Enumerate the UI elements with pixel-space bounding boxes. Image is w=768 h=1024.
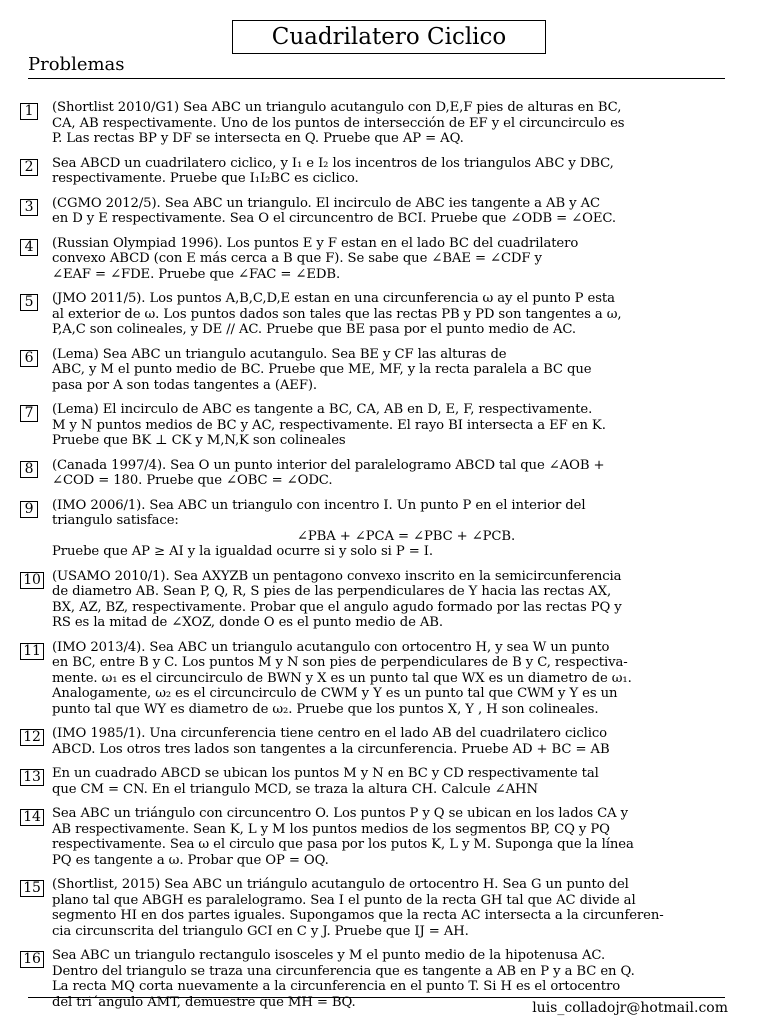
problem-text-line: CA, AB respectivamente. Uno de los puntos de intersección de EF y el circuncirculo es xyxy=(52,115,625,131)
problem-number: 9 xyxy=(20,501,38,518)
problem-number: 8 xyxy=(20,461,38,478)
title-box xyxy=(232,20,546,54)
problem-text-line: Sea ABC un triángulo con circuncentro O. Los puntos P y Q se ubican en los lados CA y xyxy=(52,806,629,821)
problem-number: 2 xyxy=(20,159,38,176)
problem-number: 13 xyxy=(20,769,44,786)
problem-item xyxy=(20,640,760,718)
problem-number: 4 xyxy=(20,239,38,256)
problem-text-line: de diametro AB. Sean P, Q, R, S pies de las perpendiculares de Y hacia las rectas AX, xyxy=(52,584,612,599)
problem-number: 11 xyxy=(20,643,44,660)
problem-text-line: convexo ABCD (con E más cerca a B que F). Se sabe que ∠BAE = ∠CDF y xyxy=(52,251,542,266)
author-email: luis_colladojr@hotmail.com xyxy=(532,1000,728,1016)
problem-item xyxy=(20,458,760,489)
problem-text-line: segmento HI en dos partes iguales. Supongamos que la recta AC intersecta a la circunferen- xyxy=(52,908,664,923)
problem-item xyxy=(20,236,760,283)
problem-text-line: del tri´angulo AMT, demuestre que MH = BQ. xyxy=(52,994,356,1010)
top-divider xyxy=(28,78,725,79)
problem-text-line: (Shortlist 2010/G1) Sea ABC un triangulo acutangulo con D,E,F pies de alturas en BC, xyxy=(52,100,622,115)
problem-text-line: respectivamente. Sea ω el circulo que pasa por los putos K, L y M. Suponga que la línea xyxy=(52,837,634,852)
problem-text-line: En un cuadrado ABCD se ubican los puntos M y N en BC y CD respectivamente tal xyxy=(52,766,599,781)
problem-text-line: P. Las rectas BP y DF se intersecta en Q. Pruebe que AP = AQ. xyxy=(52,131,464,146)
problem-equation: ∠PBA + ∠PCA = ∠PBC + ∠PCB. xyxy=(296,528,516,544)
problem-text-line: Sea ABCD un cuadrilatero ciclico, y I₁ e I₂ los incentros de los triangulos ABC y DBC, xyxy=(52,155,614,171)
problem-item xyxy=(20,402,760,449)
problem-item xyxy=(20,806,760,868)
problem-text-line: (JMO 2011/5). Los puntos A,B,C,D,E estan en una circunferencia ω ay el punto P esta xyxy=(52,291,615,306)
problem-text-line: (Shortlist, 2015) Sea ABC un triángulo acutangulo de ortocentro H. Sea G un punto del xyxy=(52,877,629,892)
problem-item xyxy=(20,766,760,797)
problem-number: 7 xyxy=(20,405,38,422)
problem-item xyxy=(20,877,760,939)
problem-text-line: Analogamente, ω₂ es el circuncirculo de CWM y Y es un punto tal que CWM y Y es un xyxy=(52,686,618,701)
problem-text-line: (Lema) El incirculo de ABC es tangente a BC, CA, AB en D, E, F, respectivamente. xyxy=(52,402,593,417)
page-title: Cuadrilatero Ciclico xyxy=(271,24,507,50)
problem-number: 12 xyxy=(20,729,44,746)
problem-text-line: (Canada 1997/4). Sea O un punto interior del paralelogramo ABCD tal que ∠AOB + xyxy=(52,457,605,473)
problem-text-line: cia circunscrita del triangulo GCI en C y J. Pruebe que IJ = AH. xyxy=(52,923,469,939)
problem-text-line: (USAMO 2010/1). Sea AXYZB un pentagono convexo inscrito en la semicircunferencia xyxy=(52,568,622,584)
problem-text-line: ABCD. Los otros tres lados son tangentes a la circunferencia. Pruebe AD + BC = AB xyxy=(52,741,610,757)
problem-item xyxy=(20,196,760,227)
problem-text-line: Dentro del triangulo se traza una circunferencia que es tangente a AB en P y a BC en Q. xyxy=(52,963,635,979)
problem-text-line: (IMO 2006/1). Sea ABC un triangulo con incentro I. Un punto P en el interior del xyxy=(52,497,586,513)
problem-item xyxy=(20,569,760,631)
problem-item xyxy=(20,291,760,338)
problem-text-line: plano tal que ABGH es paralelogramo. Sea I el punto de la recta GH tal que AC divide al xyxy=(52,892,636,908)
problem-text-line: ∠COD = 180. Pruebe que ∠OBC = ∠ODC. xyxy=(52,473,333,488)
problem-text-line: BX, AZ, BZ, respectivamente. Probar que el angulo agudo formado por las rectas PQ y xyxy=(52,599,622,615)
problem-text-line: Sea ABC un triangulo rectangulo isosceles y M el punto medio de la hipotenusa AC. xyxy=(52,948,606,963)
problem-text-line: que CM = CN. En el triangulo MCD, se traza la altura CH. Calcule ∠AHN xyxy=(52,781,538,797)
problem-text-line: respectivamente. Pruebe que I₁I₂BC es ciclico. xyxy=(52,171,359,186)
problem-text-line: Pruebe que BK ⊥ CK y M,N,K son colineales xyxy=(52,433,346,448)
problem-text-line: ABC, y M el punto medio de BC. Pruebe que ME, MF, y la recta paralela a BC que xyxy=(52,362,592,377)
problem-text-line: PQ es tangente a ω. Probar que OP = OQ. xyxy=(52,852,329,868)
bottom-divider xyxy=(28,997,725,998)
problem-text-line: La recta MQ corta nuevamente a la circunferencia en el punto T. Si H es el ortocentro xyxy=(52,979,621,994)
problem-text-line: (IMO 2013/4). Sea ABC un triangulo acutangulo con ortocentro H, y sea W un punto xyxy=(52,639,610,655)
problem-text-line: ∠EAF = ∠FDE. Pruebe que ∠FAC = ∠EDB. xyxy=(52,266,341,282)
problem-list xyxy=(20,100,760,1019)
problem-text-line: mente. ω₁ es el circuncirculo de BWN y X es un punto tal que WX es un diametro de ω₁. xyxy=(52,670,632,686)
problem-number: 15 xyxy=(20,880,44,897)
problem-text-line: en BC, entre B y C. Los puntos M y N son pies de perpendiculares de B y C, respectiva- xyxy=(52,655,628,670)
problem-text-line: (Russian Olympiad 1996). Los puntos E y F estan en el lado BC del cuadrilatero xyxy=(52,235,579,251)
problem-number: 16 xyxy=(20,951,44,968)
problem-item xyxy=(20,726,760,757)
section-heading: Problemas xyxy=(28,54,125,75)
problem-number: 3 xyxy=(20,199,38,216)
problem-number: 1 xyxy=(20,103,38,120)
problem-item xyxy=(20,156,760,187)
problem-text-line: (CGMO 2012/5). Sea ABC un triangulo. El incirculo de ABC ies tangente a AB y AC xyxy=(52,195,600,211)
problem-text-line: pasa por A son todas tangentes a (AEF). xyxy=(52,377,318,393)
problem-text-line: triangulo satisface: xyxy=(52,513,179,528)
problem-text-line: (Lema) Sea ABC un triangulo acutangulo. Sea BE y CF las alturas de xyxy=(52,346,507,362)
problem-item xyxy=(20,498,760,560)
problem-item xyxy=(20,100,760,147)
problem-text-line: P,A,C son colineales, y DE // AC. Pruebe que BE pasa por el punto medio de AC. xyxy=(52,322,577,337)
problem-text-line: M y N puntos medios de BC y AC, respectivamente. El rayo BI intersecta a EF en K. xyxy=(52,417,606,433)
problem-text-line: (IMO 1985/1). Una circunferencia tiene centro en el lado AB del cuadrilatero ciclico xyxy=(52,726,607,741)
problem-text-line: punto tal que WY es diametro de ω₂. Pruebe que los puntos X, Y , H son colineales. xyxy=(52,701,599,717)
problem-number: 14 xyxy=(20,809,44,826)
problem-text-line: RS es la mitad de ∠XOZ, donde O es el punto medio de AB. xyxy=(52,615,443,630)
problem-number: 5 xyxy=(20,294,38,311)
problem-number: 10 xyxy=(20,572,44,589)
problem-text-line: en D y E respectivamente. Sea O el circuncentro de BCI. Pruebe que ∠ODB = ∠OEC. xyxy=(52,211,617,226)
problem-text-line: AB respectivamente. Sean K, L y M los puntos medios de los segmentos BP, CQ y PQ xyxy=(52,821,610,837)
problem-item xyxy=(20,347,760,394)
problem-number: 6 xyxy=(20,350,38,367)
problem-text-line: al exterior de ω. Los puntos dados son tales que las rectas PB y PD son tangentes a ω, xyxy=(52,306,622,322)
problem-text-line: Pruebe que AP ≥ AI y la igualdad ocurre si y solo si P = I. xyxy=(52,544,433,559)
